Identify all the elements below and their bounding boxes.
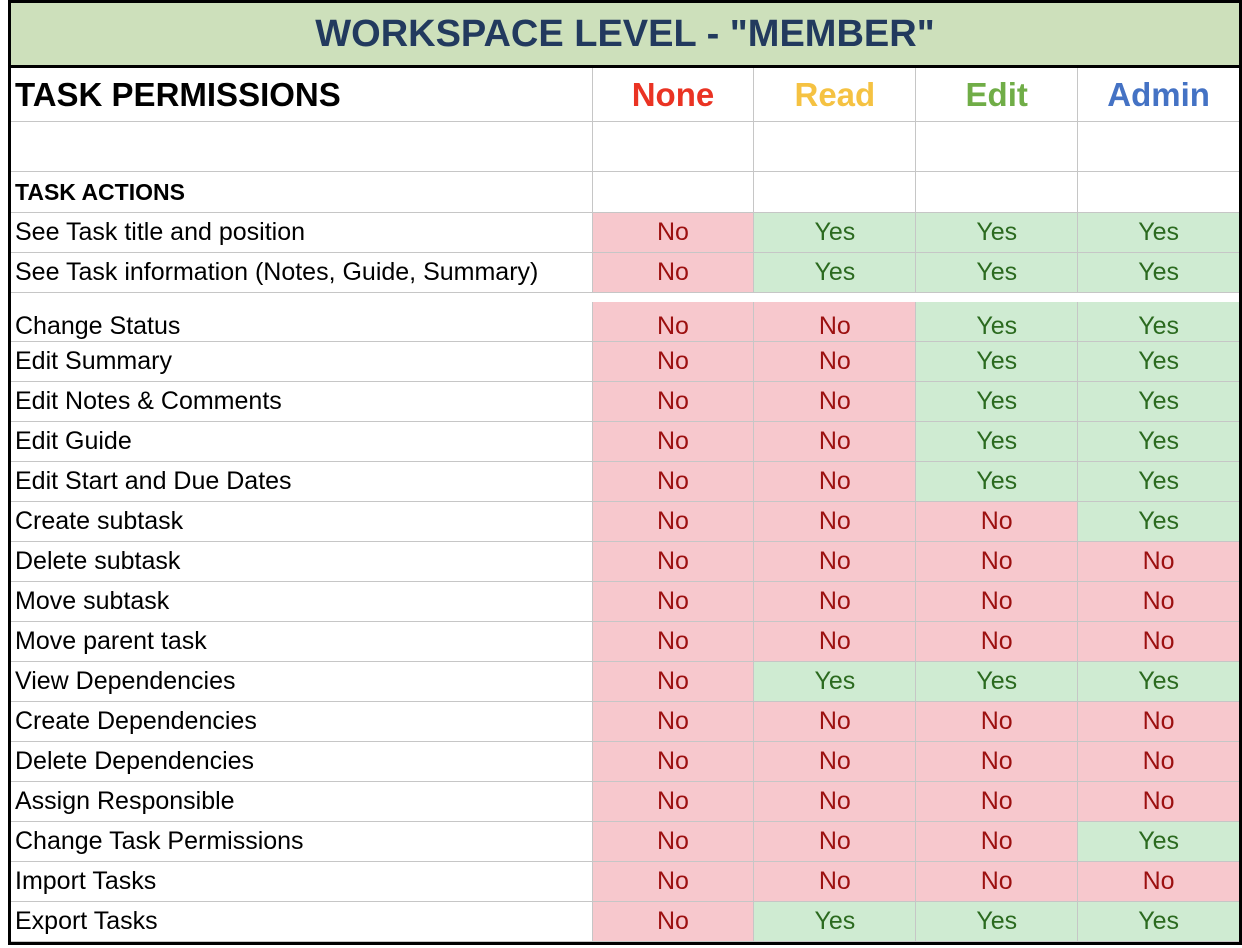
permission-cell-none[interactable]: No bbox=[592, 622, 754, 661]
action-label[interactable]: Edit Guide bbox=[15, 427, 132, 455]
permission-cell-none[interactable]: No bbox=[592, 662, 754, 701]
permission-cell-none[interactable]: No bbox=[592, 382, 754, 421]
permission-cell-none[interactable]: No bbox=[592, 462, 754, 501]
permission-cell-none[interactable]: No bbox=[592, 582, 754, 621]
action-label[interactable]: Move parent task bbox=[15, 627, 207, 655]
permission-cell-none[interactable]: No bbox=[592, 782, 754, 821]
permission-cell-read[interactable]: No bbox=[753, 382, 915, 421]
action-label[interactable]: Edit Start and Due Dates bbox=[15, 467, 292, 495]
sheet-title: WORKSPACE LEVEL - "MEMBER" bbox=[11, 0, 1239, 68]
table-row bbox=[11, 382, 1239, 422]
empty-cell[interactable] bbox=[11, 122, 592, 171]
table-row bbox=[11, 293, 1239, 342]
permission-cell-read[interactable]: No bbox=[753, 702, 915, 741]
table-row bbox=[11, 902, 1239, 942]
permission-cell-admin[interactable]: Yes bbox=[1077, 382, 1239, 421]
permission-cell-edit[interactable]: No bbox=[915, 822, 1077, 861]
empty-cell[interactable] bbox=[753, 172, 915, 212]
permission-cell-edit[interactable]: No bbox=[915, 862, 1077, 901]
action-label[interactable]: Import Tasks bbox=[15, 867, 157, 895]
action-label[interactable]: Export Tasks bbox=[15, 907, 158, 935]
permission-cell-admin[interactable]: Yes bbox=[1077, 302, 1239, 341]
permission-cell-none[interactable]: No bbox=[592, 902, 754, 941]
empty-cell[interactable] bbox=[1077, 122, 1239, 171]
permission-cell-admin[interactable]: No bbox=[1077, 702, 1239, 741]
section-row bbox=[11, 172, 1239, 213]
permission-cell-admin[interactable]: Yes bbox=[1077, 213, 1239, 252]
table-row bbox=[11, 502, 1239, 542]
permission-cell-edit[interactable]: Yes bbox=[915, 462, 1077, 501]
permission-cell-read[interactable]: No bbox=[753, 422, 915, 461]
action-label[interactable]: Edit Notes & Comments bbox=[15, 387, 282, 415]
permission-cell-none[interactable]: No bbox=[592, 422, 754, 461]
table-row bbox=[11, 542, 1239, 582]
action-label[interactable]: Change Status bbox=[15, 312, 181, 340]
permission-cell-edit[interactable]: Yes bbox=[915, 662, 1077, 701]
empty-cell[interactable] bbox=[1077, 172, 1239, 212]
permission-cell-edit[interactable]: No bbox=[915, 742, 1077, 781]
permission-cell-admin[interactable]: No bbox=[1077, 742, 1239, 781]
table-row bbox=[11, 782, 1239, 822]
permission-cell-edit[interactable]: Yes bbox=[915, 342, 1077, 381]
permission-cell-edit[interactable]: No bbox=[915, 582, 1077, 621]
permission-cell-read[interactable]: No bbox=[753, 462, 915, 501]
permission-cell-read[interactable]: No bbox=[753, 582, 915, 621]
action-label[interactable]: See Task information (Notes, Guide, Summary) bbox=[15, 258, 539, 286]
permissions-sheet bbox=[8, 0, 1242, 945]
blank-row bbox=[11, 122, 1239, 172]
table-row bbox=[11, 742, 1239, 782]
permission-cell-read[interactable]: No bbox=[753, 622, 915, 661]
table-row bbox=[11, 422, 1239, 462]
permission-cell-read[interactable]: No bbox=[753, 822, 915, 861]
permission-cell-read[interactable]: Yes bbox=[753, 253, 915, 292]
permission-cell-read[interactable]: Yes bbox=[753, 213, 915, 252]
permission-cell-read[interactable]: No bbox=[753, 862, 915, 901]
action-label[interactable]: Create Dependencies bbox=[15, 707, 257, 735]
permission-cell-none[interactable]: No bbox=[592, 302, 754, 341]
action-label[interactable]: Change Task Permissions bbox=[15, 827, 304, 855]
table-row bbox=[11, 862, 1239, 902]
permission-cell-admin[interactable]: Yes bbox=[1077, 662, 1239, 701]
permission-cell-read[interactable]: No bbox=[753, 302, 915, 341]
permission-cell-admin[interactable]: No bbox=[1077, 782, 1239, 821]
permission-cell-read[interactable]: No bbox=[753, 542, 915, 581]
permission-cell-admin[interactable]: Yes bbox=[1077, 462, 1239, 501]
permission-cell-admin[interactable]: Yes bbox=[1077, 342, 1239, 381]
header-edit[interactable]: Edit bbox=[915, 68, 1077, 121]
action-label[interactable]: Move subtask bbox=[15, 587, 170, 615]
header-none[interactable]: None bbox=[592, 68, 754, 121]
permission-cell-none[interactable]: No bbox=[592, 253, 754, 292]
permission-cell-none[interactable]: No bbox=[592, 742, 754, 781]
permission-cell-read[interactable]: No bbox=[753, 782, 915, 821]
action-label[interactable]: Delete Dependencies bbox=[15, 747, 255, 775]
permission-cell-admin[interactable]: Yes bbox=[1077, 422, 1239, 461]
permission-cell-admin[interactable]: No bbox=[1077, 542, 1239, 581]
permission-cell-admin[interactable]: Yes bbox=[1077, 902, 1239, 941]
action-label[interactable]: Edit Summary bbox=[15, 347, 172, 375]
header-read[interactable]: Read bbox=[753, 68, 915, 121]
permission-cell-none[interactable]: No bbox=[592, 502, 754, 541]
permission-cell-admin[interactable]: Yes bbox=[1077, 822, 1239, 861]
permission-cell-edit[interactable]: Yes bbox=[915, 302, 1077, 341]
header-label[interactable]: TASK PERMISSIONS bbox=[15, 75, 341, 113]
empty-cell[interactable] bbox=[753, 122, 915, 171]
permission-cell-edit[interactable]: No bbox=[915, 702, 1077, 741]
permission-cell-none[interactable]: No bbox=[592, 862, 754, 901]
table-row bbox=[11, 213, 1239, 253]
header-row bbox=[11, 68, 1239, 122]
action-label[interactable]: Create subtask bbox=[15, 507, 184, 535]
permission-cell-read[interactable]: Yes bbox=[753, 662, 915, 701]
header-admin[interactable]: Admin bbox=[1077, 68, 1239, 121]
empty-cell[interactable] bbox=[592, 122, 754, 171]
table-row bbox=[11, 462, 1239, 502]
table-row bbox=[11, 582, 1239, 622]
table-row bbox=[11, 622, 1239, 662]
permission-cell-edit[interactable]: Yes bbox=[915, 382, 1077, 421]
permission-cell-none[interactable]: No bbox=[592, 822, 754, 861]
empty-cell[interactable] bbox=[915, 122, 1077, 171]
table-row bbox=[11, 253, 1239, 293]
table-row bbox=[11, 342, 1239, 382]
permission-cell-admin[interactable]: Yes bbox=[1077, 502, 1239, 541]
permission-cell-admin[interactable]: Yes bbox=[1077, 253, 1239, 292]
table-row bbox=[11, 662, 1239, 702]
permission-cell-admin[interactable]: No bbox=[1077, 582, 1239, 621]
permission-cell-read[interactable]: Yes bbox=[753, 902, 915, 941]
permission-cell-none[interactable]: No bbox=[592, 702, 754, 741]
permission-cell-edit[interactable]: No bbox=[915, 622, 1077, 661]
permission-cell-read[interactable]: No bbox=[753, 342, 915, 381]
permission-cell-none[interactable]: No bbox=[592, 342, 754, 381]
table-row bbox=[11, 822, 1239, 862]
empty-cell[interactable] bbox=[915, 172, 1077, 212]
permission-cell-edit[interactable]: Yes bbox=[915, 213, 1077, 252]
action-label[interactable]: Delete subtask bbox=[15, 547, 181, 575]
permission-cell-edit[interactable]: No bbox=[915, 502, 1077, 541]
permission-cell-edit[interactable]: Yes bbox=[915, 902, 1077, 941]
permission-cell-edit[interactable]: Yes bbox=[915, 422, 1077, 461]
section-label[interactable]: TASK ACTIONS bbox=[15, 178, 185, 205]
permission-cell-admin[interactable]: No bbox=[1077, 622, 1239, 661]
permission-cell-read[interactable]: No bbox=[753, 742, 915, 781]
table-row bbox=[11, 702, 1239, 742]
action-label[interactable]: Assign Responsible bbox=[15, 787, 235, 815]
permission-cell-admin[interactable]: No bbox=[1077, 862, 1239, 901]
permission-cell-none[interactable]: No bbox=[592, 542, 754, 581]
permission-rows bbox=[11, 213, 1239, 942]
empty-cell[interactable] bbox=[592, 172, 754, 212]
permission-cell-edit[interactable]: No bbox=[915, 782, 1077, 821]
action-label[interactable]: View Dependencies bbox=[15, 667, 236, 695]
action-label[interactable]: See Task title and position bbox=[15, 218, 306, 246]
permission-cell-read[interactable]: No bbox=[753, 502, 915, 541]
permission-cell-none[interactable]: No bbox=[592, 213, 754, 252]
permission-cell-edit[interactable]: No bbox=[915, 542, 1077, 581]
permission-cell-edit[interactable]: Yes bbox=[915, 253, 1077, 292]
